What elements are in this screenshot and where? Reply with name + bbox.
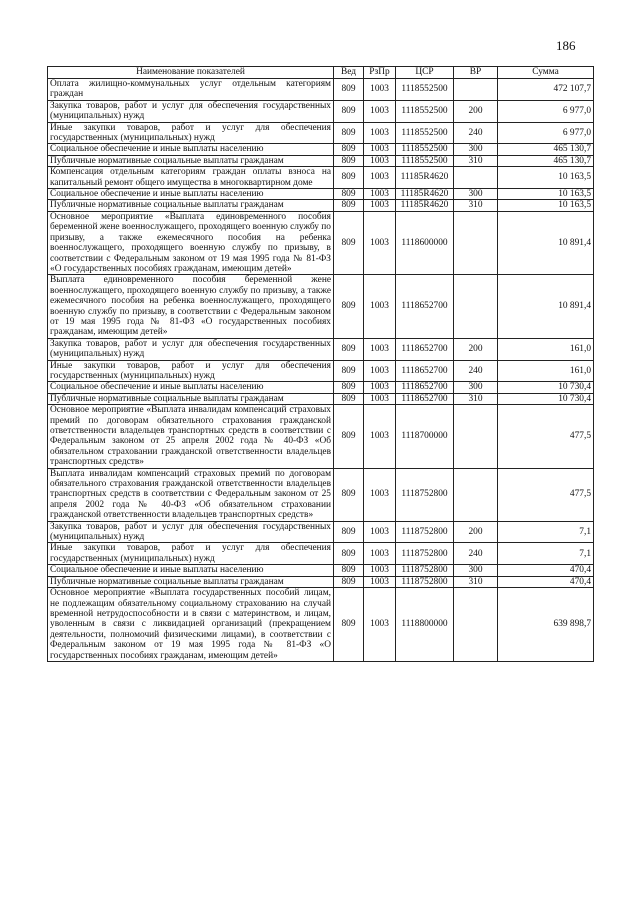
- row-csr-cell: 1118552500: [396, 122, 454, 144]
- row-rzpr-cell: 1003: [364, 79, 396, 101]
- header-name: Наименование показателей: [48, 67, 334, 79]
- row-name-cell: Иные закупки товаров, работ и услуг для обеспечения государственных (муниципальных) нужд: [48, 543, 334, 565]
- row-rzpr-cell: 1003: [364, 393, 396, 404]
- row-ved-cell: 809: [334, 360, 364, 382]
- row-vr-cell: [454, 468, 498, 521]
- row-name-cell: Публичные нормативные социальные выплаты гражданам: [48, 200, 334, 211]
- row-csr-cell: 1118752800: [396, 468, 454, 521]
- row-rzpr-cell: 1003: [364, 144, 396, 155]
- row-ved-cell: 809: [334, 144, 364, 155]
- row-csr-cell: 1118552500: [396, 79, 454, 101]
- row-csr-cell: 1118652700: [396, 360, 454, 382]
- row-csr-cell: 1118652700: [396, 275, 454, 338]
- row-csr-cell: 1118552500: [396, 155, 454, 166]
- row-ved-cell: 809: [334, 576, 364, 587]
- row-rzpr-cell: 1003: [364, 100, 396, 122]
- row-sum-cell: 10 730,4: [498, 382, 594, 393]
- row-vr-cell: 310: [454, 155, 498, 166]
- table-row: [48, 338, 594, 360]
- row-name-cell: Социальное обеспечение и иные выплаты населению: [48, 144, 334, 155]
- row-name-cell: Основное мероприятие «Выплата инвалидам компенсаций страховых премий по договорам обязательного страхования гражданской ответственности владельцев транспортных средств в соответствии с Федеральным законом от 25 апреля 2002 года № 40-ФЗ «Об обязательном страховании гражданской ответственности владельцев транспортных средств»: [48, 405, 334, 468]
- table-header-row: [48, 67, 594, 79]
- row-sum-cell: 7,1: [498, 543, 594, 565]
- row-rzpr-cell: 1003: [364, 122, 396, 144]
- row-vr-cell: 310: [454, 576, 498, 587]
- row-rzpr-cell: 1003: [364, 521, 396, 543]
- table-row: [48, 576, 594, 587]
- header-vr: ВР: [454, 67, 498, 79]
- row-rzpr-cell: 1003: [364, 189, 396, 200]
- header-ved: Вед: [334, 67, 364, 79]
- table-body: [48, 79, 594, 662]
- row-vr-cell: [454, 405, 498, 468]
- row-name-cell: Закупка товаров, работ и услуг для обеспечения государственных (муниципальных) нужд: [48, 338, 334, 360]
- row-csr-cell: 11185R4620: [396, 200, 454, 211]
- row-ved-cell: 809: [334, 79, 364, 101]
- row-sum-cell: 6 977,0: [498, 122, 594, 144]
- row-ved-cell: 809: [334, 155, 364, 166]
- row-vr-cell: 240: [454, 360, 498, 382]
- row-csr-cell: 1118552500: [396, 144, 454, 155]
- row-sum-cell: 161,0: [498, 338, 594, 360]
- row-ved-cell: 809: [334, 393, 364, 404]
- row-name-cell: Основное мероприятие «Выплата государственных пособий лицам, не подлежащим обязательному социальному страхованию на случай временной нетрудоспособности и в связи с материнством, и лицам, уволенным в связи с ликвидацией организаций (прекращением деятельности, полномочий физическими лицами), в соответствии с Федеральным законом от 19 мая 1995 года № 81-ФЗ «О государственных пособиях гражданам, имеющим детей»: [48, 588, 334, 662]
- row-name-cell: Социальное обеспечение и иные выплаты населению: [48, 189, 334, 200]
- row-vr-cell: [454, 167, 498, 189]
- header-sum: Сумма: [498, 67, 594, 79]
- row-sum-cell: 10 163,5: [498, 189, 594, 200]
- row-name-cell: Закупка товаров, работ и услуг для обеспечения государственных (муниципальных) нужд: [48, 100, 334, 122]
- table-row: [48, 382, 594, 393]
- row-sum-cell: 10 891,4: [498, 275, 594, 338]
- row-name-cell: Выплата единовременного пособия беременной жене военнослужащего, проходящего военную службу по призыву, а также ежемесячного пособия на ребенка военнослужащего, проходящего военную службу по призыву, в соответствии с Федеральным законом от 19 мая 1995 года № 81-ФЗ «О государственных пособиях гражданам, имеющим детей»: [48, 275, 334, 338]
- header-csr: ЦСР: [396, 67, 454, 79]
- row-vr-cell: 200: [454, 100, 498, 122]
- row-vr-cell: [454, 79, 498, 101]
- row-vr-cell: [454, 211, 498, 274]
- table-row: [48, 393, 594, 404]
- row-sum-cell: 470,4: [498, 565, 594, 576]
- row-rzpr-cell: 1003: [364, 211, 396, 274]
- row-sum-cell: 161,0: [498, 360, 594, 382]
- row-name-cell: Оплата жилищно-коммунальных услуг отдельным категориям граждан: [48, 79, 334, 101]
- row-sum-cell: 477,5: [498, 468, 594, 521]
- row-ved-cell: 809: [334, 122, 364, 144]
- table-row: [48, 79, 594, 101]
- row-ved-cell: 809: [334, 275, 364, 338]
- table-row: [48, 200, 594, 211]
- row-name-cell: Социальное обеспечение и иные выплаты населению: [48, 565, 334, 576]
- row-ved-cell: 809: [334, 200, 364, 211]
- row-csr-cell: 1118652700: [396, 338, 454, 360]
- table-row: [48, 360, 594, 382]
- table-row: [48, 565, 594, 576]
- row-rzpr-cell: 1003: [364, 565, 396, 576]
- budget-table: [47, 66, 594, 662]
- row-ved-cell: 809: [334, 405, 364, 468]
- row-sum-cell: 7,1: [498, 521, 594, 543]
- page-number: 186: [556, 38, 576, 53]
- row-rzpr-cell: 1003: [364, 275, 396, 338]
- row-vr-cell: 200: [454, 521, 498, 543]
- row-name-cell: Выплата инвалидам компенсаций страховых премий по договорам обязательного страхования гражданской ответственности владельцев транспортных средств в соответствии с Федеральным законом от 25 апреля 2002 года № 40-ФЗ «Об обязательном страховании гражданской ответственности владельцев транспортных средств»: [48, 468, 334, 521]
- row-ved-cell: 809: [334, 338, 364, 360]
- row-ved-cell: 809: [334, 543, 364, 565]
- row-sum-cell: 465 130,7: [498, 144, 594, 155]
- header-rzpr: РзПр: [364, 67, 396, 79]
- row-rzpr-cell: 1003: [364, 167, 396, 189]
- row-ved-cell: 809: [334, 565, 364, 576]
- row-name-cell: Публичные нормативные социальные выплаты гражданам: [48, 576, 334, 587]
- row-vr-cell: 310: [454, 393, 498, 404]
- row-vr-cell: 240: [454, 543, 498, 565]
- table-row: [48, 543, 594, 565]
- row-name-cell: Публичные нормативные социальные выплаты гражданам: [48, 393, 334, 404]
- row-ved-cell: 809: [334, 588, 364, 662]
- table-row: [48, 122, 594, 144]
- row-rzpr-cell: 1003: [364, 200, 396, 211]
- row-rzpr-cell: 1003: [364, 405, 396, 468]
- table-row: [48, 468, 594, 521]
- row-ved-cell: 809: [334, 382, 364, 393]
- row-vr-cell: 300: [454, 144, 498, 155]
- table-row: [48, 521, 594, 543]
- row-name-cell: Закупка товаров, работ и услуг для обеспечения государственных (муниципальных) нужд: [48, 521, 334, 543]
- row-ved-cell: 809: [334, 521, 364, 543]
- row-sum-cell: 470,4: [498, 576, 594, 587]
- row-name-cell: Социальное обеспечение и иные выплаты населению: [48, 382, 334, 393]
- row-csr-cell: 1118700000: [396, 405, 454, 468]
- row-csr-cell: 1118752800: [396, 521, 454, 543]
- row-csr-cell: 1118800000: [396, 588, 454, 662]
- row-ved-cell: 809: [334, 189, 364, 200]
- row-rzpr-cell: 1003: [364, 576, 396, 587]
- row-rzpr-cell: 1003: [364, 338, 396, 360]
- row-name-cell: Иные закупки товаров, работ и услуг для обеспечения государственных (муниципальных) нужд: [48, 122, 334, 144]
- row-vr-cell: 300: [454, 189, 498, 200]
- row-sum-cell: 10 891,4: [498, 211, 594, 274]
- row-csr-cell: 1118652700: [396, 393, 454, 404]
- row-ved-cell: 809: [334, 100, 364, 122]
- table-row: [48, 189, 594, 200]
- row-ved-cell: 809: [334, 468, 364, 521]
- table-row: [48, 588, 594, 662]
- table-row: [48, 275, 594, 338]
- row-sum-cell: 465 130,7: [498, 155, 594, 166]
- row-csr-cell: 1118652700: [396, 382, 454, 393]
- row-sum-cell: 10 163,5: [498, 200, 594, 211]
- row-vr-cell: 310: [454, 200, 498, 211]
- row-csr-cell: 1118752800: [396, 543, 454, 565]
- row-csr-cell: 1118752800: [396, 565, 454, 576]
- row-vr-cell: [454, 588, 498, 662]
- row-csr-cell: 1118552500: [396, 100, 454, 122]
- row-sum-cell: 472 107,7: [498, 79, 594, 101]
- row-vr-cell: 300: [454, 382, 498, 393]
- row-sum-cell: 10 730,4: [498, 393, 594, 404]
- table-row: [48, 167, 594, 189]
- row-name-cell: Публичные нормативные социальные выплаты гражданам: [48, 155, 334, 166]
- row-ved-cell: 809: [334, 167, 364, 189]
- row-rzpr-cell: 1003: [364, 543, 396, 565]
- row-rzpr-cell: 1003: [364, 468, 396, 521]
- row-sum-cell: 10 163,5: [498, 167, 594, 189]
- table-row: [48, 155, 594, 166]
- row-csr-cell: 1118600000: [396, 211, 454, 274]
- row-sum-cell: 477,5: [498, 405, 594, 468]
- row-rzpr-cell: 1003: [364, 382, 396, 393]
- row-vr-cell: 240: [454, 122, 498, 144]
- row-rzpr-cell: 1003: [364, 155, 396, 166]
- row-vr-cell: 300: [454, 565, 498, 576]
- row-ved-cell: 809: [334, 211, 364, 274]
- row-csr-cell: 11185R4620: [396, 167, 454, 189]
- table-row: [48, 211, 594, 274]
- row-name-cell: Компенсация отдельным категориям граждан оплаты взноса на капитальный ремонт общего имущества в многоквартирном доме: [48, 167, 334, 189]
- table-row: [48, 100, 594, 122]
- row-name-cell: Основное мероприятие «Выплата единовременного пособия беременной жене военнослужащего, проходящего военную службу по призыву, а также ежемесячного пособия на ребенка военнослужащего, проходящего военную службу по призыву, в соответствии с Федеральным законом от 19 мая 1995 года № 81-ФЗ «О государственных пособиях гражданам, имеющим детей»: [48, 211, 334, 274]
- row-name-cell: Иные закупки товаров, работ и услуг для обеспечения государственных (муниципальных) нужд: [48, 360, 334, 382]
- row-vr-cell: 200: [454, 338, 498, 360]
- table-row: [48, 144, 594, 155]
- row-rzpr-cell: 1003: [364, 360, 396, 382]
- table-row: [48, 405, 594, 468]
- row-csr-cell: 11185R4620: [396, 189, 454, 200]
- row-vr-cell: [454, 275, 498, 338]
- row-sum-cell: 6 977,0: [498, 100, 594, 122]
- row-rzpr-cell: 1003: [364, 588, 396, 662]
- row-sum-cell: 639 898,7: [498, 588, 594, 662]
- row-csr-cell: 1118752800: [396, 576, 454, 587]
